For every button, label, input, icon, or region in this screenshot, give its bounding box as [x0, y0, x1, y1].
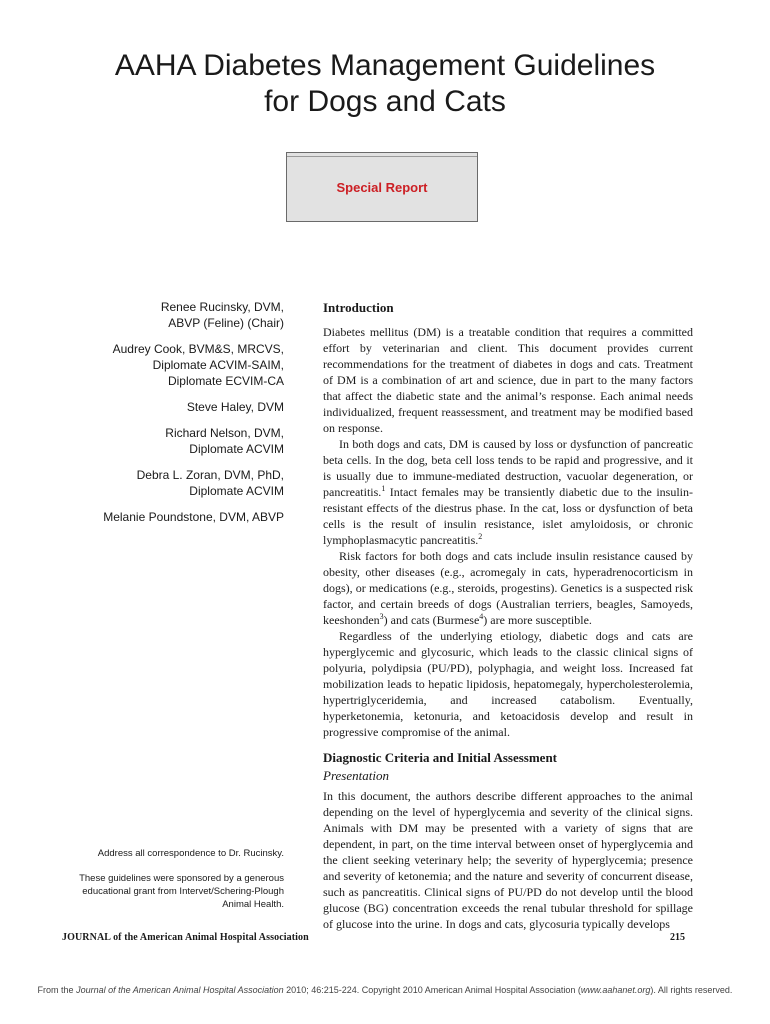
author-zoran — [60, 467, 284, 499]
source-suffix: ). All rights reserved. — [650, 985, 733, 995]
source-middle: 2010; 46:215-224. Copyright 2010 American Animal Hospital Association ( — [283, 985, 581, 995]
text-run: ) and cats (Burmese — [383, 613, 480, 627]
author-cook — [60, 341, 284, 389]
sponsor-note: These guidelines were sponsored by a generous educational grant from Intervet/Schering-Plough Animal Health. — [79, 873, 284, 910]
author-line: Richard Nelson, DVM, — [165, 426, 284, 440]
reference-superscript[interactable]: 3 — [379, 612, 384, 621]
special-report-box — [286, 152, 478, 222]
author-line: Renee Rucinsky, DVM, — [160, 300, 284, 314]
author-line: Steve Haley, DVM — [186, 400, 284, 414]
title-line-2: for Dogs and Cats — [264, 85, 506, 118]
author-notes — [60, 847, 284, 923]
author-haley — [60, 399, 284, 415]
text-run: Risk factors for both dogs and cats include insulin resistance caused by obesity, other diseases (e.g., acromegaly in cats, hyperadrenocorticism in dogs), or medications (e.g., steroids, progestins). Genetics is a suspected risk factor, and certain breeds of dogs (Australian terriers, beagles, Samoyeds, keeshonden — [323, 549, 693, 627]
source-prefix: From the — [37, 985, 77, 995]
intro-paragraph-3 — [323, 548, 693, 628]
reference-superscript[interactable]: 1 — [381, 484, 386, 493]
article-body — [323, 300, 693, 932]
author-line: Debra L. Zoran, DVM, PhD, — [136, 468, 284, 482]
article-title — [40, 48, 730, 120]
author-line: Diplomate ACVIM-SAIM, — [152, 358, 284, 372]
author-line: ABVP (Feline) (Chair) — [168, 316, 284, 330]
correspondence-note: Address all correspondence to Dr. Rucinsky. — [97, 848, 284, 859]
source-line — [0, 985, 770, 995]
text-run: In both dogs and cats, DM is caused by loss or dysfunction of pancreatic beta cells. In the dog, beta cell loss tends to be rapid and progressive, and it is usually due to immune-mediated destruction, vacuolar degeneration, or pancreatitis. — [323, 437, 693, 499]
intro-paragraph-4: Regardless of the underlying etiology, diabetic dogs and cats are hyperglycemic and glycosuric, which leads to the classic clinical signs of polyuria, polydipsia (PU/PD), polyphagia, and weight loss. Increased fat mobilization leads to hepatic lipidosis, hepatomegaly, hypercholesterolemia, hypertriglyceridemia, and increased catabolism. Eventually, hyperketonemia, ketonuria, and ketoacidosis develop and result in progressive compromise of the animal. — [323, 629, 693, 739]
author-list — [60, 299, 284, 535]
author-line: Melanie Poundstone, DVM, ABVP — [103, 510, 284, 524]
author-line: Diplomate ACVIM — [189, 442, 284, 456]
reference-superscript[interactable]: 4 — [479, 612, 484, 621]
author-poundstone — [60, 509, 284, 525]
title-line-1: AAHA Diabetes Management Guidelines — [114, 49, 656, 82]
intro-paragraph-1: Diabetes mellitus (DM) is a treatable condition that requires a committed effort by veterinarian and client. This document provides current recommendations for the treatment of diabetes in dogs and cats. Treatment of DM is a combination of art and science, due in part to the many factors that affect the diabetic state and the animal’s response. Each animal needs individualized, frequent reassessment, and treatment may be modified based on response. — [323, 325, 693, 435]
author-line: Audrey Cook, BVM&S, MRCVS, — [112, 342, 284, 356]
reference-superscript[interactable]: 2 — [478, 532, 483, 541]
diagnostic-heading: Diagnostic Criteria and Initial Assessment — [323, 750, 557, 765]
source-url-link[interactable]: www.aahanet.org — [580, 985, 651, 995]
intro-paragraph-2 — [323, 436, 693, 548]
text-run: Intact females may be transiently diabetic due to the insulin-resistant effects of the diestrus phase. In the cat, loss or dysfunction of beta cells is the result of insulin resistance, islet amyloidosis, or chronic lymphoplasmacytic pancreatitis. — [323, 485, 693, 547]
author-line: Diplomate ACVIM — [189, 484, 284, 498]
presentation-subheading: Presentation — [323, 768, 389, 783]
source-journal: Journal of the American Animal Hospital Association — [76, 985, 284, 995]
special-report-label: Special Report — [336, 179, 428, 195]
presentation-paragraph: In this document, the authors describe different approaches to the animal depending on the level of hyperglycemia and severity of the clinical signs. Animals with DM may be presented with a variety of signs that are dependent, in part, on the time interval between onset of hyperglycemia and the client seeking veterinary help; the severity of hyperglycemia; presence and severity of ketonemia; and the nature and severity of concurrent disease, such as pancreatitis. Clinical signs of PU/PD do not develop until the blood glucose (BG) concentration exceeds the renal tubular threshold for spillage of glucose into the urine. In dogs and cats, glycosuria typically develops — [323, 789, 693, 931]
report-box-rule — [287, 156, 477, 157]
author-nelson — [60, 425, 284, 457]
introduction-heading: Introduction — [323, 300, 394, 315]
page-number: 215 — [670, 932, 685, 943]
author-line: Diplomate ECVIM-CA — [167, 374, 284, 388]
text-run: ) are more susceptible. — [483, 613, 592, 627]
journal-footer: JOURNAL of the American Animal Hospital Association — [62, 932, 309, 943]
author-rucinsky — [60, 299, 284, 331]
